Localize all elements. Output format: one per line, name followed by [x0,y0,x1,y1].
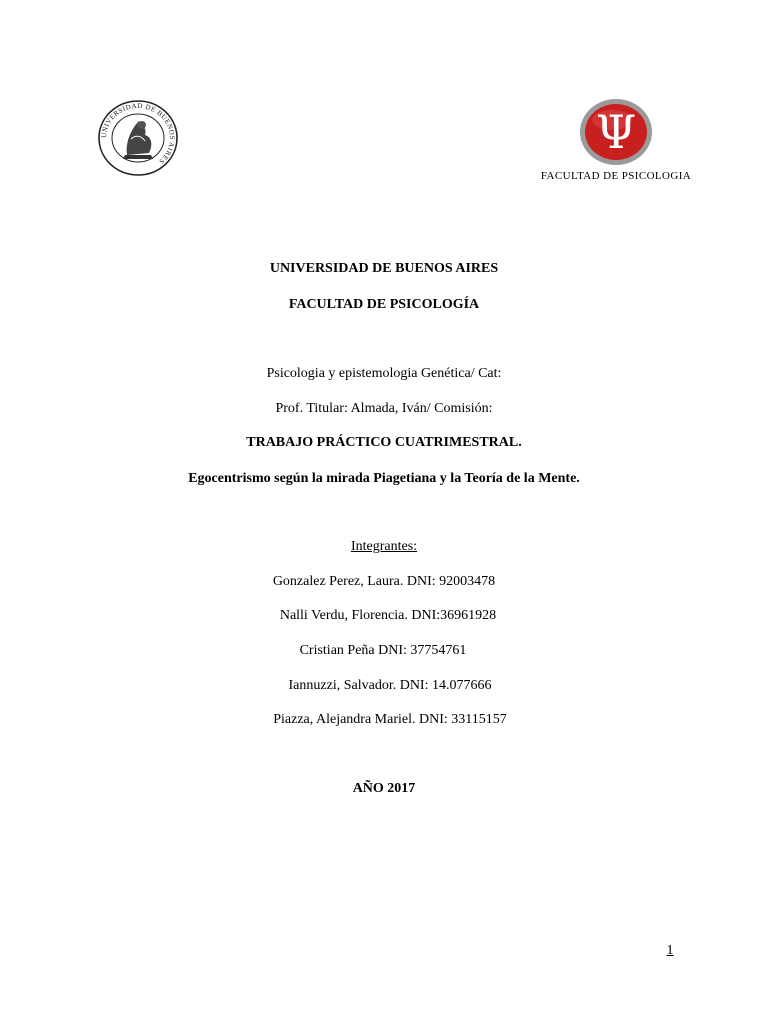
subject-line: Psicologia y epistemologia Genética/ Cat: [266,366,502,381]
member-item: Iannuzzi, Salvador. DNI: 14.077666 [288,678,492,693]
psi-symbol: Ψ [595,105,637,159]
member-item: Cristian Peña DNI: 37754761 [299,643,467,658]
uba-seal-text: UNIVERSIDAD DE BUENOS AIRES [99,101,177,166]
psi-logo-caption: FACULTAD DE PSICOLOGIA [540,170,692,182]
year: AÑO 2017 [352,781,416,796]
university-name: UNIVERSIDAD DE BUENOS AIRES [269,261,499,276]
work-type: TRABAJO PRÁCTICO CUATRIMESTRAL. [246,435,522,450]
member-item: Piazza, Alejandra Mariel. DNI: 33115157 [273,712,507,727]
professor-line: Prof. Titular: Almada, Iván/ Comisión: [275,401,493,416]
page-number: 1 [666,943,674,958]
psi-logo [578,98,654,166]
member-item: Nalli Verdu, Florencia. DNI:36961928 [279,608,497,623]
faculty-name: FACULTAD DE PSICOLOGÍA [288,297,480,312]
member-item: Gonzalez Perez, Laura. DNI: 92003478 [272,574,496,589]
members-heading: Integrantes: [350,539,418,554]
uba-seal-logo [97,99,179,177]
work-title: Egocentrismo según la mirada Piagetiana y la Teoría de la Mente. [188,471,580,486]
